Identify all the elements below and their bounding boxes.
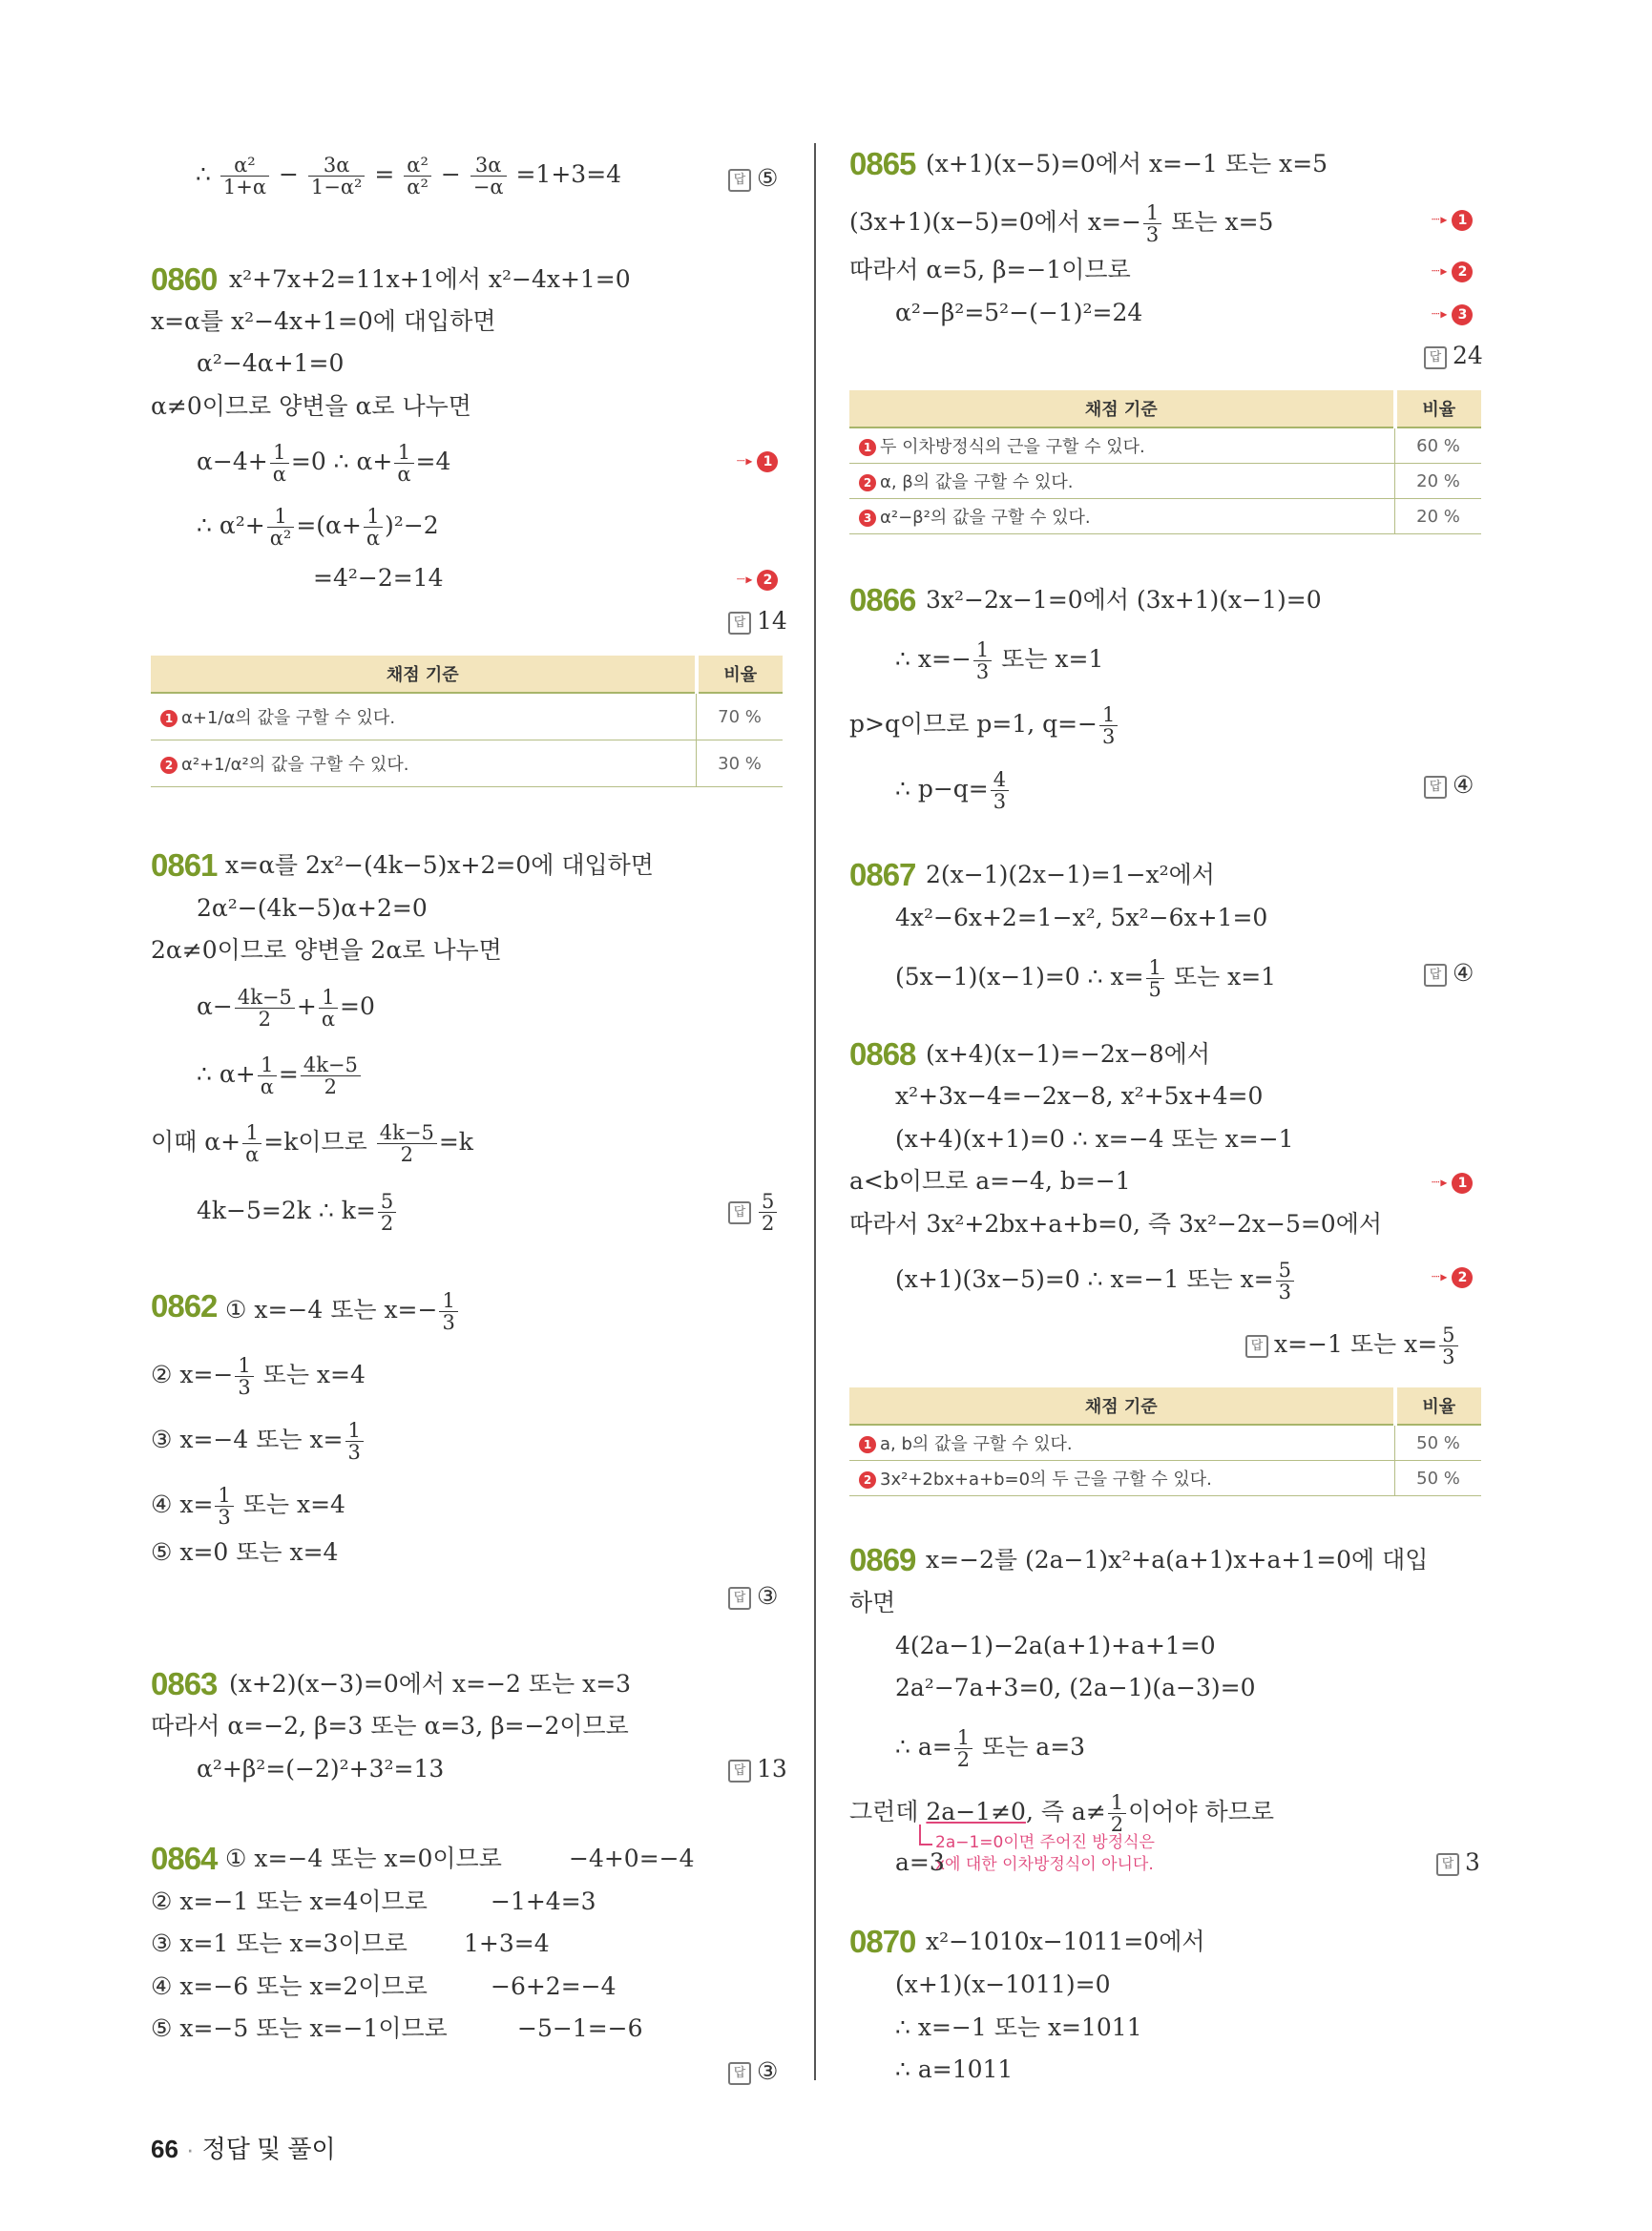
page-footer: 66 · 정답 및 풀이 — [151, 2135, 336, 2163]
solution-line: ∴ p−q= $\frac{4}{3}$ — [895, 769, 1011, 812]
answer-line: 답 24 — [1424, 340, 1483, 372]
solution-line: a=3 — [895, 1848, 945, 1876]
answer-badge-icon: 답 — [728, 2062, 751, 2085]
solution-line: ③ x=−4 또는 x= $\frac{1}{3}$ — [151, 1420, 366, 1463]
scoring-table — [151, 656, 783, 787]
side-note: x에 대한 이차방정식이 아니다. — [935, 1855, 1154, 1874]
solution-line: ④ x=−6 또는 x=2이므로 — [151, 1972, 428, 2000]
solution-line: 4(2a−1)−2a(a+1)+a+1=0 — [895, 1632, 1216, 1659]
solution-line: 하면 — [849, 1589, 896, 1616]
problem-number: 0867 — [849, 857, 916, 892]
solution-line: (3x+1)(x−5)=0에서 x=− $\frac{1}{3}$ 또는 x=5 — [849, 201, 1274, 246]
table-header: 비율 — [1395, 1387, 1482, 1425]
answer-badge-icon: 답 — [728, 612, 751, 635]
problem-number: 0862 — [151, 1288, 218, 1324]
problem-number: 0870 — [849, 1924, 916, 1959]
problem-number: 0860 — [151, 261, 218, 297]
table-header: 비율 — [697, 656, 784, 693]
answer-line: 답 3 — [1436, 1846, 1480, 1879]
answer-badge-icon: 답 — [1424, 776, 1447, 799]
solution-line: (x+1)(x−1011)=0 — [895, 1970, 1111, 1998]
solution-line: x²−1010x−1011=0에서 — [926, 1928, 1205, 1955]
solution-line: x=−2를 (2a−1)x²+a(a+1)x+a+1=0에 대입 — [926, 1546, 1429, 1574]
note-connector — [919, 1824, 932, 1845]
answer-badge-icon: 답 — [1436, 1853, 1459, 1876]
solution-line: 2α≠0이므로 양변을 2α로 나누면 — [151, 936, 502, 964]
solution-line: α²+β²=(−2)²+3²=13 — [197, 1755, 445, 1783]
page-number: 66 — [151, 2135, 178, 2163]
solution-line: ① x=−4 또는 x=0이므로 — [225, 1845, 502, 1872]
scoring-step-icon: ┈▸ 2 — [1432, 254, 1473, 288]
table-row: 1 a, b의 값을 구할 수 있다. 50 % — [849, 1425, 1481, 1461]
scoring-table — [849, 390, 1481, 534]
solution-line: ② x=− $\frac{1}{3}$ 또는 x=4 — [151, 1354, 366, 1399]
solution-line: p>q이므로 p=1, q=− $\frac{1}{3}$ — [849, 704, 1119, 747]
table-row: 2 α²+1/α²의 값을 구할 수 있다. 30 % — [151, 740, 783, 787]
side-note: 2a−1=0이면 주어진 방정식은 — [935, 1833, 1155, 1852]
solution-line: 2(x−1)(2x−1)=1−x²에서 — [926, 861, 1215, 888]
solution-line: 따라서 α=5, β=−1이므로 — [849, 256, 1131, 283]
solution-line: 그런데 2a−1≠0, 즉 a≠ $\frac{1}{2}$ 이어야 하므로 — [849, 1791, 1275, 1836]
problem-number: 0868 — [849, 1036, 916, 1072]
problem-number: 0861 — [151, 847, 218, 883]
answer-badge-icon: 답 — [728, 169, 751, 192]
solution-line: 이때 α+ $\frac{1}{\alpha}$ =k이므로 $\frac{4k-5}{2}$ =k — [151, 1121, 473, 1166]
solution-line: 2α²−(4k−5)α+2=0 — [197, 894, 428, 922]
problem-number: 0865 — [849, 146, 916, 181]
problem-number: 0869 — [849, 1542, 916, 1577]
table-row: 1 α+1/α의 값을 구할 수 있다. 70 % — [151, 693, 783, 740]
solution-line: a<b이므로 a=−4, b=−1 — [849, 1167, 1131, 1195]
solution-line: ④ x= $\frac{1}{3}$ 또는 x=4 — [151, 1484, 345, 1529]
solution-line: (5x−1)(x−1)=0 ∴ x= $\frac{1}{5}$ 또는 x=1 — [895, 956, 1277, 1001]
table-row: 2 3x²+2bx+a+b=0의 두 근을 구할 수 있다. 50 % — [849, 1461, 1481, 1496]
answer-badge-icon: 답 — [1245, 1335, 1268, 1358]
solution-line: 4x²−6x+2=1−x², 5x²−6x+1=0 — [895, 904, 1268, 931]
answer-line: 답 ⑤ — [728, 162, 778, 195]
solution-line: x²+7x+2=11x+1에서 x²−4x+1=0 — [229, 265, 631, 293]
answer-line: 답 ④ — [1424, 957, 1474, 990]
solution-line: ③ x=1 또는 x=3이므로 — [151, 1929, 408, 1957]
solution-line: ∴ α²+ $\frac{1}{\text{α²}}$ =(α+ $\frac{1}{\alpha}$ )²−2 — [197, 505, 439, 550]
answer-badge-icon: 답 — [728, 1587, 751, 1610]
table-header: 채점 기준 — [151, 656, 697, 693]
answer-badge-icon: 답 — [1424, 964, 1447, 987]
right-column — [821, 0, 1652, 2099]
solution-line: ⑤ x=−5 또는 x=−1이므로 — [151, 2014, 448, 2042]
solution-line: ∴ α+ $\frac{1}{\alpha}$ = $\frac{4k-5}{2}$ — [197, 1054, 363, 1097]
problem-number: 0864 — [151, 1841, 218, 1876]
scoring-step-icon: ┈▸ 2 — [737, 562, 778, 596]
solution-line: (x+4)(x−1)=−2x−8에서 — [926, 1040, 1210, 1068]
solution-line: −4+0=−4 — [569, 1845, 695, 1872]
solution-line: 따라서 3x²+2bx+a+b=0, 즉 3x²−2x−5=0에서 — [849, 1210, 1383, 1238]
solution-line: α²−β²=5²−(−1)²=24 — [895, 299, 1143, 326]
solution-line: x=α를 2x²−(4k−5)x+2=0에 대입하면 — [225, 851, 654, 879]
solution-line: (x+2)(x−3)=0에서 x=−2 또는 x=3 — [229, 1670, 632, 1698]
answer-badge-icon: 답 — [728, 1201, 751, 1224]
solution-line: 따라서 α=−2, β=3 또는 α=3, β=−2이므로 — [151, 1712, 629, 1740]
answer-badge-icon: 답 — [1424, 346, 1447, 369]
table-header: 채점 기준 — [849, 390, 1395, 427]
scoring-step-icon: ┈▸ 2 — [1432, 1260, 1473, 1294]
answer-line: 답 ③ — [728, 2055, 778, 2088]
solution-line: ∴ x=− $\frac{1}{3}$ 또는 x=1 — [895, 638, 1104, 683]
answer-line: 답 13 — [728, 1753, 787, 1785]
table-row: 3 α²−β²의 값을 구할 수 있다. 20 % — [849, 499, 1481, 534]
solution-line: −6+2=−4 — [491, 1972, 617, 2000]
table-row: 2 α, β의 값을 구할 수 있다. 20 % — [849, 464, 1481, 499]
left-column — [0, 0, 811, 2099]
solution-line: ∴ a=1011 — [895, 2055, 1014, 2083]
solution-line: ∴ a= $\frac{1}{2}$ 또는 a=3 — [895, 1726, 1086, 1771]
table-header: 비율 — [1395, 390, 1482, 427]
scoring-step-icon: ┈▸ 3 — [1432, 297, 1473, 331]
problem-number: 0866 — [849, 582, 916, 617]
scoring-step-icon: ┈▸ 1 — [1432, 1165, 1473, 1199]
solution-line: x=α를 x²−4x+1=0에 대입하면 — [151, 307, 496, 335]
solution-line: (x+1)(x−5)=0에서 x=−1 또는 x=5 — [926, 150, 1328, 177]
solution-line: (x+1)(3x−5)=0 ∴ x=−1 또는 x= $\frac{5}{3}$ — [895, 1260, 1296, 1303]
solution-line: ① x=−4 또는 x=− $\frac{1}{3}$ — [225, 1290, 460, 1333]
footer-title: 정답 및 풀이 — [201, 2135, 336, 2163]
column-divider — [814, 143, 816, 2080]
solution-line: −1+4=3 — [491, 1887, 596, 1915]
problem-number: 0863 — [151, 1666, 218, 1701]
solution-line: ⑤ x=0 또는 x=4 — [151, 1538, 339, 1566]
answer-line: 답 ④ — [1424, 769, 1474, 802]
answer-line: 답 x=−1 또는 x= $\frac{5}{3}$ — [1245, 1324, 1460, 1367]
top-equation: ∴ $\frac{\text{α²}}{1+\alpha}$ − $\frac{3\alpha}{\text{1−α²}}$ = $\frac{\text{α²}}{\text{α²}}$ − $\frac{3\alpha}{-\alpha}$ =1+3=4 — [196, 154, 622, 198]
solution-line: x²+3x−4=−2x−8, x²+5x+4=0 — [895, 1082, 1264, 1110]
solution-line: −5−1=−6 — [517, 2014, 643, 2042]
scoring-table — [849, 1387, 1481, 1496]
scoring-step-icon: ┈▸ 1 — [1432, 202, 1473, 237]
table-row: 1 두 이차방정식의 근을 구할 수 있다. 60 % — [849, 427, 1481, 464]
answer-line: 답 14 — [728, 605, 787, 637]
solution-line: α≠0이므로 양변을 α로 나누면 — [151, 392, 471, 420]
solution-line: =4²−2=14 — [313, 564, 444, 592]
table-header: 채점 기준 — [849, 1387, 1395, 1425]
answer-line: 답 $\frac{5}{2}$ — [728, 1191, 779, 1234]
answer-badge-icon: 답 — [728, 1760, 751, 1783]
solution-line: ② x=−1 또는 x=4이므로 — [151, 1887, 428, 1915]
solution-line: (x+4)(x+1)=0 ∴ x=−4 또는 x=−1 — [895, 1125, 1294, 1153]
answer-line: 답 ③ — [728, 1580, 778, 1613]
solution-line: 3x²−2x−1=0에서 (3x+1)(x−1)=0 — [926, 586, 1322, 614]
solution-line: α²−4α+1=0 — [197, 349, 345, 377]
solution-line: 2a²−7a+3=0, (2a−1)(a−3)=0 — [895, 1674, 1256, 1701]
solution-line: 1+3=4 — [464, 1929, 550, 1957]
solution-line: α− $\frac{4k-5}{2}$ + $\frac{1}{\alpha}$ =0 — [197, 986, 375, 1031]
scoring-step-icon: ┈▸ 1 — [737, 444, 778, 478]
solution-line: 4k−5=2k ∴ k= $\frac{5}{2}$ — [197, 1191, 398, 1234]
solution-line: α−4+ $\frac{1}{\alpha}$ =0 ∴ α+ $\frac{1}{\alpha}$ =4 — [197, 441, 451, 486]
solution-line: ∴ x=−1 또는 x=1011 — [895, 2013, 1142, 2041]
